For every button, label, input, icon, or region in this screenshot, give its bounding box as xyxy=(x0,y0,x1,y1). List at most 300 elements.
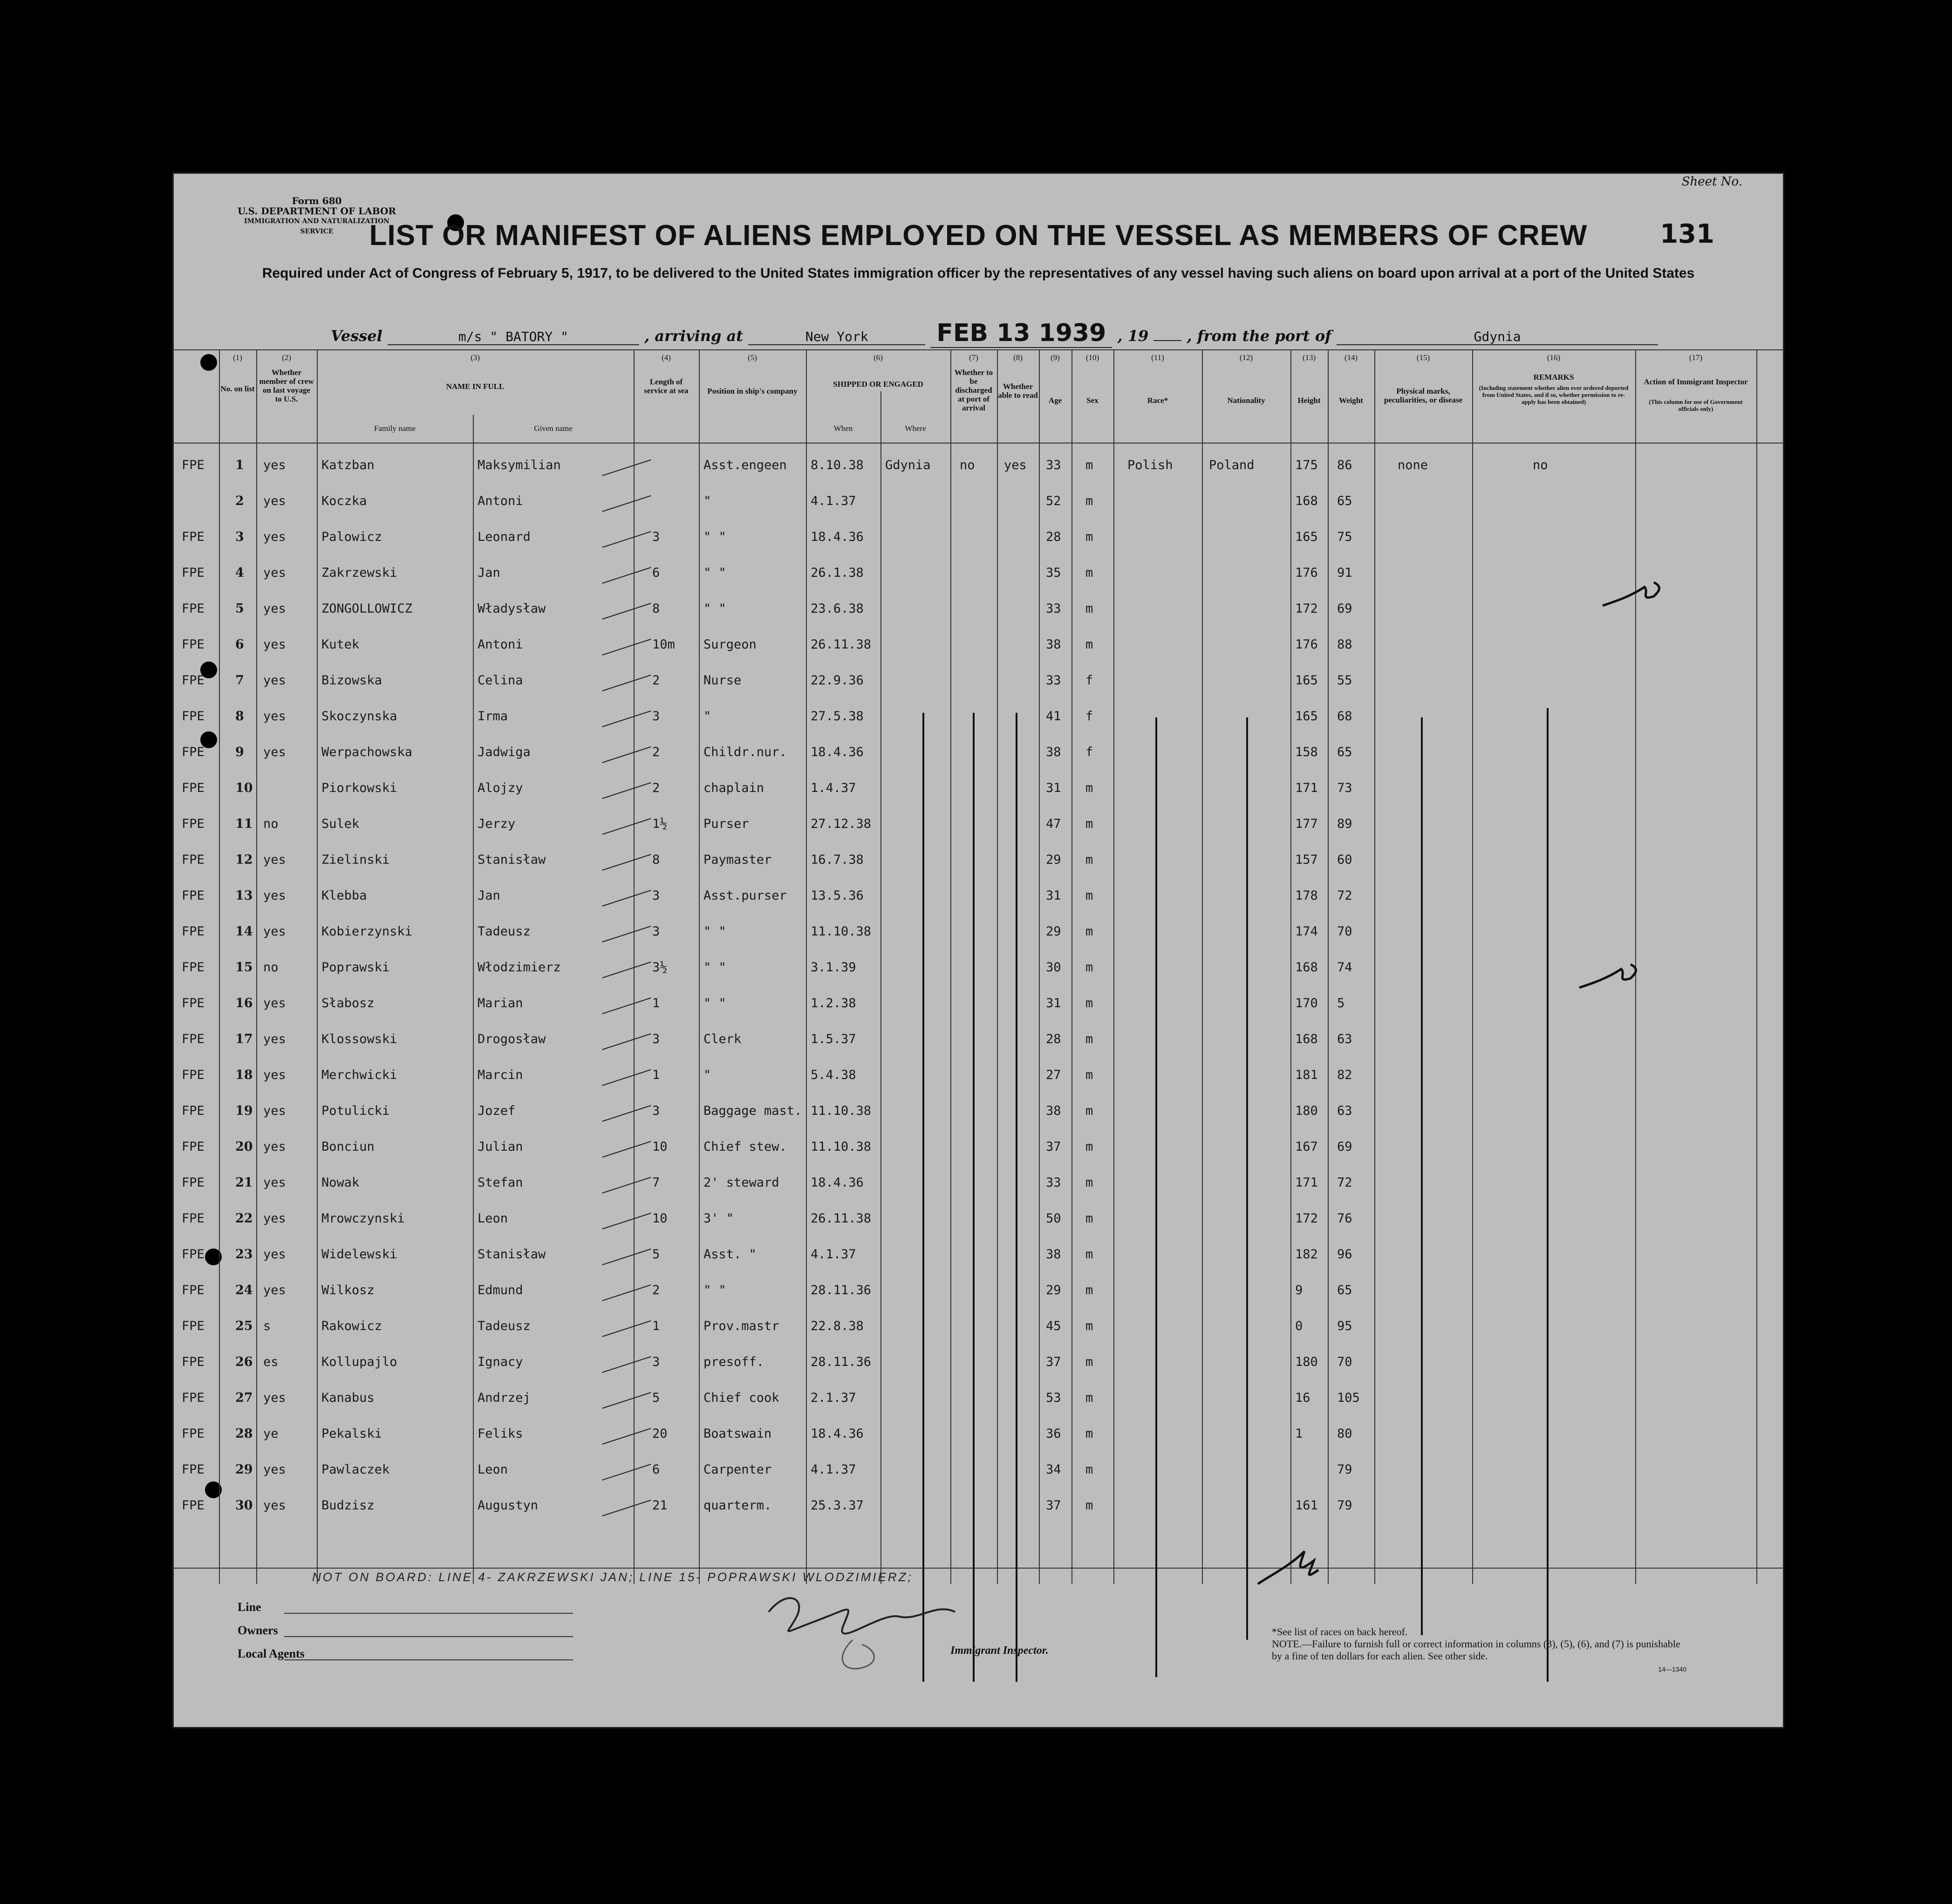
row-age: 33 xyxy=(1046,458,1061,472)
col-num-16: (16) xyxy=(1547,353,1561,362)
local-agents-rule xyxy=(284,1659,573,1660)
row-shipped-when: 18.4.36 xyxy=(811,745,864,759)
row-sex: m xyxy=(1085,530,1093,544)
service-slash-mark xyxy=(602,603,651,620)
table-row xyxy=(172,772,1784,808)
row-number: 8 xyxy=(235,709,244,723)
row-family-name: Wilkosz xyxy=(321,1283,375,1297)
row-family-name: Nowak xyxy=(321,1175,360,1190)
row-number: 3 xyxy=(235,530,244,544)
row-weight: 60 xyxy=(1337,853,1352,867)
row-shipped-when: 25.3.37 xyxy=(811,1498,864,1513)
row-mark: FPE xyxy=(182,1140,205,1154)
row-age: 50 xyxy=(1046,1211,1061,1226)
row-weight: 63 xyxy=(1337,1104,1352,1118)
row-mark: FPE xyxy=(182,458,205,472)
service-slash-mark xyxy=(602,459,651,476)
row-family-name: Kanabus xyxy=(321,1391,375,1405)
row-position: Boatswain xyxy=(703,1426,772,1441)
inspector-label: Immigrant Inspector. xyxy=(950,1645,1049,1657)
service-slash-mark xyxy=(602,1320,651,1337)
row-given-name: Jan xyxy=(478,888,500,903)
races-note: *See list of races on back hereof. xyxy=(1272,1626,1408,1638)
row-mark: FPE xyxy=(182,1462,205,1477)
row-shipped-when: 18.4.36 xyxy=(811,1426,864,1441)
row-sex: f xyxy=(1085,673,1093,688)
col-num-6: (6) xyxy=(874,353,883,362)
row-weight: 91 xyxy=(1337,566,1352,580)
table-row xyxy=(172,593,1784,629)
header-discharged: Whether to be discharged at port of arrival xyxy=(954,368,993,412)
row-shipped-when: 18.4.36 xyxy=(811,530,864,544)
row-mark: FPE xyxy=(182,1247,205,1262)
row-height: 0 xyxy=(1295,1319,1303,1333)
service-slash-mark xyxy=(602,675,651,691)
row-position: " " xyxy=(703,1283,726,1297)
row-family-name: Potulicki xyxy=(321,1104,390,1118)
row-position: Childr.nur. xyxy=(703,745,787,759)
vessel-label: Vessel xyxy=(331,327,382,345)
table-row xyxy=(172,808,1784,844)
row-height: 168 xyxy=(1295,960,1318,975)
row-given-name: Tadeusz xyxy=(478,1319,531,1333)
row-age: 38 xyxy=(1046,1104,1061,1118)
row-number: 19 xyxy=(235,1104,253,1118)
row-weight: 89 xyxy=(1337,817,1352,831)
row-family-name: Kutek xyxy=(321,637,360,652)
row-weight: 75 xyxy=(1337,530,1352,544)
row-shipped-when: 1.5.37 xyxy=(811,1032,856,1046)
row-position: Carpenter xyxy=(703,1462,772,1477)
row-number: 29 xyxy=(235,1462,253,1477)
row-age: 37 xyxy=(1046,1498,1061,1513)
header-age: Age xyxy=(1048,396,1062,405)
row-family-name: Rakowicz xyxy=(321,1319,382,1333)
line-rule xyxy=(284,1613,573,1614)
row-given-name: Stanisław xyxy=(478,1247,546,1262)
row-given-name: Tadeusz xyxy=(478,924,531,939)
header-position: Position in ship's company xyxy=(707,387,798,396)
row-weight: 69 xyxy=(1337,601,1352,616)
row-given-name: Antoni xyxy=(478,494,523,508)
row-shipped-when: 4.1.37 xyxy=(811,1247,856,1262)
row-weight: 65 xyxy=(1337,1283,1352,1297)
table-row xyxy=(172,1418,1784,1454)
row-mark: FPE xyxy=(182,817,205,831)
row-mark: FPE xyxy=(182,709,205,723)
row-service-length: 3 xyxy=(652,1355,660,1369)
table-row xyxy=(172,916,1784,952)
row-crew-last-voyage: s xyxy=(263,1319,271,1333)
row-mark: FPE xyxy=(182,1068,205,1082)
row-number: 17 xyxy=(235,1032,253,1046)
row-given-name: Maksymilian xyxy=(478,458,561,472)
row-crew-last-voyage: yes xyxy=(263,1175,286,1190)
service-slash-mark xyxy=(602,746,651,763)
row-position: Chief stew. xyxy=(703,1140,787,1154)
row-given-name: Irma xyxy=(478,709,508,723)
row-number: 13 xyxy=(235,888,253,903)
row-shipped-when: 8.10.38 xyxy=(811,458,864,472)
row-shipped-where: Gdynia xyxy=(885,458,931,472)
row-height: 171 xyxy=(1295,1175,1318,1190)
header-when: When xyxy=(833,424,853,433)
col-num-8: (8) xyxy=(1013,353,1023,362)
row-position: Prov.mastr xyxy=(703,1319,779,1333)
row-weight: 74 xyxy=(1337,960,1352,975)
row-age: 36 xyxy=(1046,1426,1061,1441)
row-height: 165 xyxy=(1295,530,1318,544)
from-value: Gdynia xyxy=(1337,329,1658,345)
row-position: " " xyxy=(703,601,726,616)
row-sex: m xyxy=(1085,781,1093,795)
table-row xyxy=(172,1167,1784,1203)
table-row xyxy=(172,1095,1784,1131)
header-given-name: Given name xyxy=(534,424,573,433)
row-age: 28 xyxy=(1046,530,1061,544)
row-number: 26 xyxy=(235,1355,253,1369)
row-family-name: Skoczynska xyxy=(321,709,397,723)
row-service-length: 2 xyxy=(652,745,660,759)
row-given-name: Leon xyxy=(478,1211,508,1226)
row-age: 38 xyxy=(1046,745,1061,759)
row-sex: m xyxy=(1085,637,1093,652)
row-service-length: 3 xyxy=(652,888,660,903)
col-num-7: (7) xyxy=(969,353,978,362)
row-family-name: Piorkowski xyxy=(321,781,397,795)
row-sex: m xyxy=(1085,601,1093,616)
row-crew-last-voyage: no xyxy=(263,960,279,975)
row-weight: 82 xyxy=(1337,1068,1352,1082)
row-age: 31 xyxy=(1046,888,1061,903)
row-number: 27 xyxy=(235,1391,253,1405)
row-age: 53 xyxy=(1046,1391,1061,1405)
header-shipped-engaged: SHIPPED OR ENGAGED xyxy=(833,380,923,389)
header-weight: Weight xyxy=(1339,396,1363,405)
row-position: " " xyxy=(703,924,726,939)
service-slash-mark xyxy=(602,495,651,512)
row-weight: 73 xyxy=(1337,781,1352,795)
row-weight: 55 xyxy=(1337,673,1352,688)
row-number: 21 xyxy=(235,1175,253,1190)
form-number: Form 680 xyxy=(292,195,342,206)
table-row xyxy=(172,1275,1784,1310)
header-race: Race* xyxy=(1147,396,1168,405)
row-family-name: Klebba xyxy=(321,888,367,903)
row-mark: FPE xyxy=(182,960,205,975)
row-weight: 80 xyxy=(1337,1426,1352,1441)
owners-rule xyxy=(284,1636,573,1637)
row-sex: m xyxy=(1085,1140,1093,1154)
header-name-in-full: NAME IN FULL xyxy=(446,382,505,391)
row-crew-last-voyage: yes xyxy=(263,458,286,472)
table-row xyxy=(172,1059,1784,1095)
row-position: Nurse xyxy=(703,673,742,688)
row-age: 45 xyxy=(1046,1319,1061,1333)
row-age: 33 xyxy=(1046,673,1061,688)
row-crew-last-voyage: yes xyxy=(263,566,286,580)
row-given-name: Feliks xyxy=(478,1426,523,1441)
header-sex: Sex xyxy=(1086,396,1099,405)
row-weight: 63 xyxy=(1337,1032,1352,1046)
row-shipped-when: 11.10.38 xyxy=(811,924,872,939)
row-position: " " xyxy=(703,566,726,580)
col-num-10: (10) xyxy=(1085,353,1099,362)
row-shipped-when: 26.1.38 xyxy=(811,566,864,580)
service-slash-mark xyxy=(602,1249,651,1265)
row-number: 22 xyxy=(235,1211,253,1226)
row-family-name: Werpachowska xyxy=(321,745,413,759)
row-weight: 70 xyxy=(1337,924,1352,939)
row-given-name: Stefan xyxy=(478,1175,523,1190)
row-family-name: Katzban xyxy=(321,458,375,472)
row-age: 29 xyxy=(1046,924,1061,939)
row-family-name: Mrowczynski xyxy=(321,1211,405,1226)
not-on-board-note: NOT ON BOARD: LINE 4- ZAKRZEWSKI JAN; LINE 15- POPRAWSKI WLODZIMIERZ; xyxy=(312,1570,913,1584)
row-age: 31 xyxy=(1046,781,1061,795)
row-age: 37 xyxy=(1046,1355,1061,1369)
row-sex: m xyxy=(1085,1211,1093,1226)
row-sex: m xyxy=(1085,817,1093,831)
row-sex: m xyxy=(1085,1355,1093,1369)
row-weight: 96 xyxy=(1337,1247,1352,1262)
table-row xyxy=(172,737,1784,772)
table-row xyxy=(172,557,1784,593)
row-age: 38 xyxy=(1046,1247,1061,1262)
row-age: 47 xyxy=(1046,817,1061,831)
row-number: 7 xyxy=(235,673,244,688)
service: IMMIGRATION AND NATURALIZATION SERVICE xyxy=(244,218,389,235)
service-slash-mark xyxy=(602,531,651,548)
row-crew-last-voyage: yes xyxy=(263,673,286,688)
row-crew-last-voyage: yes xyxy=(263,709,286,723)
table-row xyxy=(172,485,1784,521)
row-crew-last-voyage: yes xyxy=(263,494,286,508)
row-height: 168 xyxy=(1295,494,1318,508)
row-family-name: Palowicz xyxy=(321,530,382,544)
row-position: " " xyxy=(703,530,726,544)
row-position: Baggage mast. xyxy=(703,1104,802,1118)
table-row xyxy=(172,1382,1784,1418)
row-sex: f xyxy=(1085,709,1093,723)
col-num-5: (5) xyxy=(748,353,757,362)
table-row xyxy=(172,1346,1784,1382)
row-height: 1 xyxy=(1295,1426,1303,1441)
row-sex: m xyxy=(1085,924,1093,939)
row-given-name: Drogosław xyxy=(478,1032,546,1046)
row-crew-last-voyage: yes xyxy=(263,1211,286,1226)
row-service-length: 8 xyxy=(652,853,660,867)
row-crew-last-voyage: es xyxy=(263,1355,279,1369)
col-num-12: (12) xyxy=(1239,353,1253,362)
row-given-name: Antoni xyxy=(478,637,523,652)
row-service-length: 21 xyxy=(652,1498,668,1513)
owners-label: Owners xyxy=(238,1624,278,1637)
col-num-1: (1) xyxy=(233,353,242,362)
row-sex: m xyxy=(1085,853,1093,867)
row-age: 27 xyxy=(1046,1068,1061,1082)
row-given-name: Jan xyxy=(478,566,500,580)
table-row xyxy=(172,1024,1784,1059)
row-height: 171 xyxy=(1295,781,1318,795)
row-height: 158 xyxy=(1295,745,1318,759)
service-slash-mark xyxy=(602,1356,651,1373)
row-mark: FPE xyxy=(182,745,205,759)
row-shipped-when: 26.11.38 xyxy=(811,637,872,652)
row-sex: m xyxy=(1085,1104,1093,1118)
row-mark: FPE xyxy=(182,1211,205,1226)
row-mark: FPE xyxy=(182,781,205,795)
service-slash-mark xyxy=(602,926,651,942)
row-height: 181 xyxy=(1295,1068,1318,1082)
row-number: 2 xyxy=(235,494,244,508)
row-family-name: ZONGOLLOWICZ xyxy=(321,601,413,616)
sheet-number: 131 xyxy=(1660,219,1714,249)
row-crew-last-voyage: yes xyxy=(263,1068,286,1082)
row-crew-last-voyage: yes xyxy=(263,1391,286,1405)
row-weight: 70 xyxy=(1337,1355,1352,1369)
row-height: 172 xyxy=(1295,601,1318,616)
row-height: 176 xyxy=(1295,637,1318,652)
date-stamp: FEB 13 1939 xyxy=(930,319,1112,348)
row-nationality: Poland xyxy=(1209,458,1255,472)
row-position: " xyxy=(703,494,711,508)
row-weight: 68 xyxy=(1337,709,1352,723)
row-weight: 76 xyxy=(1337,1211,1352,1226)
header-height: Height xyxy=(1297,396,1321,405)
row-crew-last-voyage: yes xyxy=(263,1140,286,1154)
row-number: 5 xyxy=(235,601,244,616)
row-crew-last-voyage: yes xyxy=(263,637,286,652)
row-mark: FPE xyxy=(182,1283,205,1297)
row-age: 52 xyxy=(1046,494,1061,508)
row-shipped-when: 22.8.38 xyxy=(811,1319,864,1333)
row-family-name: Poprawski xyxy=(321,960,390,975)
row-number: 20 xyxy=(235,1140,253,1154)
row-weight: 95 xyxy=(1337,1319,1352,1333)
row-weight: 79 xyxy=(1337,1462,1352,1477)
row-age: 34 xyxy=(1046,1462,1061,1477)
row-position: chaplain xyxy=(703,781,764,795)
row-family-name: Zielinski xyxy=(321,853,390,867)
col-num-2: (2) xyxy=(282,353,291,362)
row-weight: 72 xyxy=(1337,1175,1352,1190)
col-num-3: (3) xyxy=(471,353,480,362)
row-sex: m xyxy=(1085,1283,1093,1297)
table-row xyxy=(172,1454,1784,1490)
year-label: , 19 xyxy=(1117,327,1149,345)
row-service-length: 8 xyxy=(652,601,660,616)
row-family-name: Bizowska xyxy=(321,673,382,688)
row-service-length: 1 xyxy=(652,1068,660,1082)
row-height: 168 xyxy=(1295,1032,1318,1046)
row-family-name: Zakrzewski xyxy=(321,566,397,580)
row-given-name: Leon xyxy=(478,1462,508,1477)
row-mark: FPE xyxy=(182,1498,205,1513)
row-number: 14 xyxy=(235,924,253,939)
table-row xyxy=(172,1131,1784,1167)
row-shipped-when: 27.12.38 xyxy=(811,817,872,831)
row-shipped-when: 11.10.38 xyxy=(811,1104,872,1118)
row-weight: 72 xyxy=(1337,888,1352,903)
row-shipped-when: 18.4.36 xyxy=(811,1175,864,1190)
row-shipped-when: 1.4.37 xyxy=(811,781,856,795)
row-number: 9 xyxy=(235,745,244,759)
row-service-length: 3 xyxy=(652,924,660,939)
year-value xyxy=(1153,340,1181,341)
row-family-name: Merchwicki xyxy=(321,1068,397,1082)
department: U.S. DEPARTMENT OF LABOR xyxy=(237,205,396,217)
row-position: " xyxy=(703,709,711,723)
service-slash-mark xyxy=(602,1392,651,1409)
row-crew-last-voyage: yes xyxy=(263,1498,286,1513)
service-slash-mark xyxy=(602,567,651,584)
row-height: 165 xyxy=(1295,709,1318,723)
row-shipped-when: 26.11.38 xyxy=(811,1211,872,1226)
row-remarks: no xyxy=(1533,458,1548,472)
row-age: 33 xyxy=(1046,1175,1061,1190)
table-row xyxy=(172,880,1784,916)
page-subtitle: Required under Act of Congress of February 5, 1917, to be delivered to the United States immigration officer by the representatives of any vessel having such aliens on board upon arrival at a port of the United States xyxy=(262,266,1695,281)
table-row xyxy=(172,521,1784,557)
row-service-length: 3½ xyxy=(652,960,668,975)
row-given-name: Stanisław xyxy=(478,853,546,867)
row-height: 176 xyxy=(1295,566,1318,580)
service-slash-mark xyxy=(602,782,651,799)
row-family-name: Kobierzynski xyxy=(321,924,413,939)
row-service-length: 1 xyxy=(652,996,660,1010)
row-number: 11 xyxy=(235,817,253,831)
row-service-length: 3 xyxy=(652,530,660,544)
row-age: 30 xyxy=(1046,960,1061,975)
row-sex: m xyxy=(1085,888,1093,903)
row-sex: m xyxy=(1085,1032,1093,1046)
row-physical-marks: none xyxy=(1398,458,1428,472)
row-mark: FPE xyxy=(182,888,205,903)
row-service-length: 2 xyxy=(652,673,660,688)
row-sex: m xyxy=(1085,1319,1093,1333)
row-mark: FPE xyxy=(182,637,205,652)
row-age: 37 xyxy=(1046,1140,1061,1154)
header-no-on-list: No. on list xyxy=(220,384,255,393)
table-row xyxy=(172,1203,1784,1239)
row-given-name: Jadwiga xyxy=(478,745,531,759)
row-mark: FPE xyxy=(182,924,205,939)
row-given-name: Marian xyxy=(478,996,523,1010)
row-age: 28 xyxy=(1046,1032,1061,1046)
service-slash-mark xyxy=(602,890,651,907)
row-family-name: Słabosz xyxy=(321,996,375,1010)
row-shipped-when: 4.1.37 xyxy=(811,494,856,508)
row-shipped-when: 5.4.38 xyxy=(811,1068,856,1082)
row-height: 172 xyxy=(1295,1211,1318,1226)
row-mark: FPE xyxy=(182,1175,205,1190)
table-row xyxy=(172,1239,1784,1275)
row-discharged: no xyxy=(960,458,975,472)
row-sex: m xyxy=(1085,1247,1093,1262)
row-service-length: 2 xyxy=(652,1283,660,1297)
row-sex: m xyxy=(1085,1426,1093,1441)
row-sex: m xyxy=(1085,960,1093,975)
row-service-length: 10 xyxy=(652,1211,668,1226)
fine-print xyxy=(1272,1626,1691,1662)
col-num-15: (15) xyxy=(1416,353,1430,362)
row-mark: FPE xyxy=(182,1104,205,1118)
service-slash-mark xyxy=(602,1033,651,1050)
row-position: presoff. xyxy=(703,1355,764,1369)
row-given-name: Celina xyxy=(478,673,523,688)
row-number: 15 xyxy=(235,960,253,975)
